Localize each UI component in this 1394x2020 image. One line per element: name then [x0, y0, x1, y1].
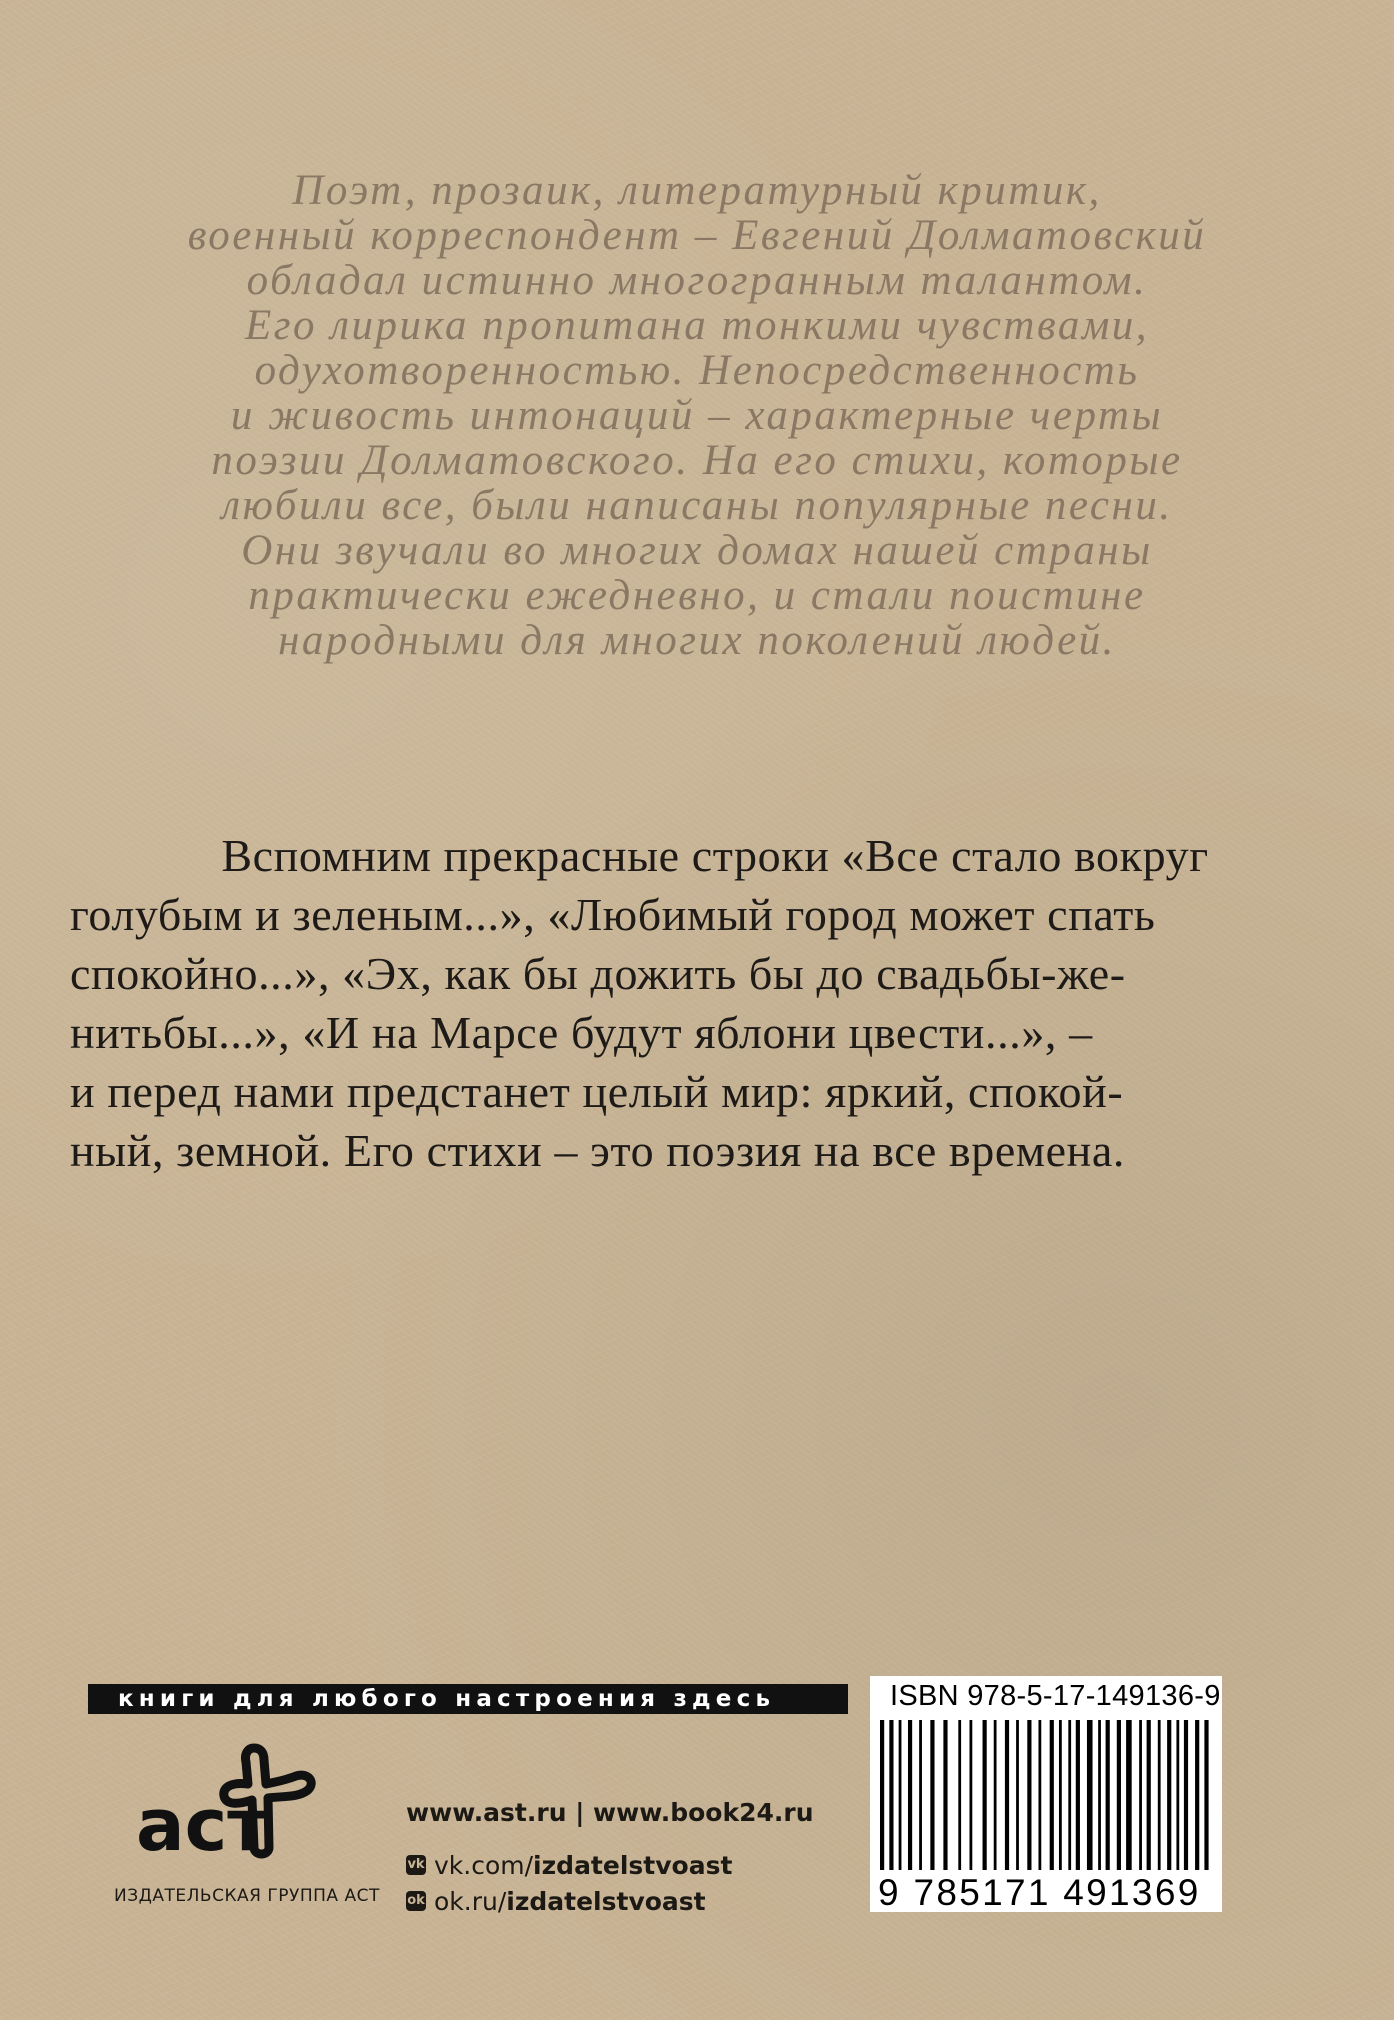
- body-line: голубым и зеленым...», «Любимый город может спать: [70, 889, 1156, 940]
- barcode-bar: [1016, 1720, 1019, 1870]
- barcode-bar: [1158, 1720, 1161, 1870]
- barcode-bar: [1098, 1720, 1101, 1870]
- barcode-bar: [1106, 1720, 1110, 1870]
- barcode-bar: [919, 1720, 922, 1870]
- barcode-bar: [930, 1720, 934, 1870]
- barcode-bar: [1059, 1720, 1062, 1870]
- barcode-bar: [1027, 1720, 1031, 1870]
- barcode-bar: [1167, 1720, 1171, 1870]
- intro-paragraph: [80, 168, 1314, 663]
- vk-link[interactable]: [406, 1849, 814, 1881]
- ok-handle: izdatelstvoast: [506, 1886, 706, 1916]
- isbn-label: ISBN 978-5-17-149136-9: [890, 1680, 1221, 1712]
- barcode-bar: [1050, 1720, 1054, 1870]
- body-line: спокойно...», «Эх, как бы дожить бы до свадьбы-же-: [70, 948, 1126, 999]
- barcode-bar: [899, 1720, 902, 1870]
- vk-handle: izdatelstvoast: [533, 1850, 733, 1880]
- intro-line: практически ежедневно, и стали поистине: [248, 572, 1146, 619]
- barcode-bar: [958, 1720, 961, 1870]
- body-line: Вспомним прекрасные строки «Все стало вокруг: [221, 830, 1209, 881]
- tagline-banner: книги для любого настроения здесь: [88, 1684, 848, 1714]
- intro-line: народными для многих поколений людей.: [278, 617, 1116, 664]
- barcode-bar: [1184, 1720, 1188, 1870]
- vk-prefix: vk.com/: [434, 1850, 534, 1880]
- barcode-bar: [1195, 1720, 1199, 1870]
- ok-link[interactable]: [406, 1885, 814, 1917]
- barcode-bar: [1076, 1720, 1080, 1870]
- intro-line: Они звучали во многих домах нашей страны: [241, 527, 1153, 574]
- barcode-bar: [969, 1720, 972, 1870]
- barcode-bar: [1038, 1720, 1041, 1870]
- intro-line: Поэт, прозаик, литературный критик,: [292, 167, 1102, 214]
- barcode-bar: [994, 1720, 997, 1870]
- ok-prefix: ok.ru/: [434, 1886, 507, 1916]
- intro-line: Его лирика пропитана тонкими чувствами,: [244, 302, 1150, 349]
- barcode-bar: [1068, 1720, 1071, 1870]
- logo-wordmark: аст: [136, 1783, 269, 1867]
- body-paragraph: [70, 826, 1330, 1180]
- intro-line: и живость интонаций – характерные черты: [230, 392, 1164, 439]
- website-links[interactable]: www.ast.ru | www.book24.ru: [406, 1798, 814, 1827]
- intro-line: любили все, были написаны популярные песни.: [221, 482, 1173, 529]
- publisher-links: [406, 1798, 814, 1917]
- barcode-bar: [1139, 1720, 1142, 1870]
- barcode-bar: [943, 1720, 947, 1870]
- barcode-bar: [889, 1720, 893, 1870]
- intro-line: поэзии Долматовского. На его стихи, которые: [211, 437, 1183, 484]
- intro-line: одухотворенностью. Непосредственность: [254, 347, 1140, 394]
- barcode-bar: [1126, 1720, 1132, 1870]
- barcode-bar: [983, 1720, 987, 1870]
- barcode-bar: [1176, 1720, 1179, 1870]
- intro-line: военный корреспондент – Евгений Долматовский: [187, 212, 1207, 259]
- body-line: и перед нами предстанет целый мир: яркий, спокой-: [70, 1066, 1124, 1117]
- intro-line: обладал истинно многогранным талантом.: [246, 257, 1148, 304]
- barcode: [880, 1720, 1210, 1876]
- barcode-bar: [1204, 1720, 1208, 1870]
- ok-icon: ok: [406, 1891, 426, 1911]
- isbn-box: [870, 1676, 1222, 1912]
- publisher-name: ИЗДАТЕЛЬСКАЯ ГРУППА АСТ: [114, 1886, 380, 1906]
- barcode-bar: [1147, 1720, 1151, 1870]
- barcode-bar: [1117, 1720, 1121, 1870]
- barcode-bar: [880, 1720, 884, 1870]
- vk-icon: vk: [406, 1855, 426, 1875]
- body-line: ный, земной. Его стихи – это поэзия на все времена.: [70, 1125, 1125, 1176]
- ast-logo: [136, 1738, 336, 1870]
- barcode-bar: [1087, 1720, 1093, 1870]
- barcode-bar: [908, 1720, 912, 1870]
- body-line: нитьбы...», «И на Марсе будут яблони цвести...», –: [70, 1007, 1093, 1058]
- barcode-bar: [1005, 1720, 1009, 1870]
- barcode-digits: 9 785171 491369: [878, 1872, 1201, 1913]
